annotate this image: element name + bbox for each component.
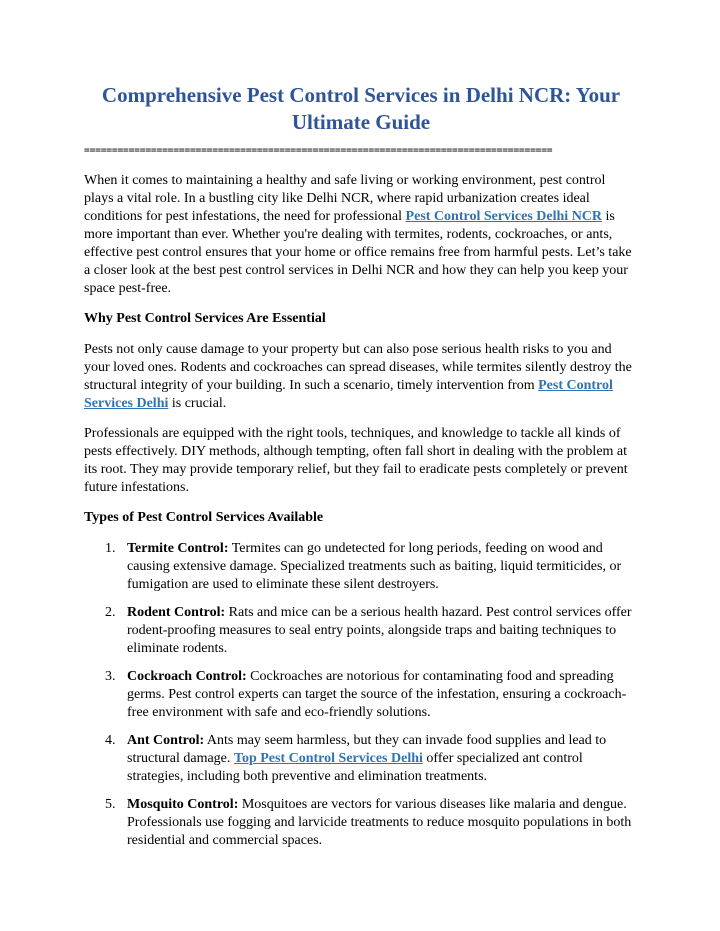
list-text: Cockroaches are notorious for contaminating food and spreading germs. Pest control experts can target the source of the infestation, ensuring a cockroach-free environment with safe and eco-friendly solutions. xyxy=(127,669,627,720)
list-text: Termites can go undetected for long periods, feeding on wood and causing extensive damage. Specialized treatments such as baiting, liquid termiticides, or fumigation are used to eliminate these silent destroyers. xyxy=(127,541,622,592)
intro-text-start: When it comes to maintaining a healthy and safe living or working environment, pest control plays a vital role. In a bustling city like Delhi NCR, where rapid urbanization creates ideal conditions for pest infestations, the need for professional xyxy=(84,173,606,224)
list-text-end: offer specialized ant control strategies, including both preventive and elimination treatments. xyxy=(127,751,583,784)
list-term: Termite Control: xyxy=(127,541,229,556)
why-paragraph-2: Professionals are equipped with the right tools, techniques, and knowledge to tackle all kinds of pests effectively. DIY methods, although tempting, often fall short in dealing with the problem at its root. They may provide temporary relief, but they fail to eradicate pests completely or prevent future infestations. xyxy=(84,426,628,495)
page-title: Comprehensive Pest Control Services in Delhi NCR: Your Ultimate Guide xyxy=(101,83,621,134)
list-item-ant xyxy=(84,732,638,786)
list-term: Rodent Control: xyxy=(127,605,226,620)
separator-line: ==================================================================================== xyxy=(84,145,553,156)
list-number: 3. xyxy=(105,669,116,684)
top-pest-control-delhi-link[interactable]: Top Pest Control Services Delhi xyxy=(233,751,423,766)
why-text-end: is crucial. xyxy=(168,396,227,411)
list-item-rodent xyxy=(84,604,638,658)
why-paragraph-1 xyxy=(84,341,638,413)
list-item-termite xyxy=(84,540,638,594)
list-text: Mosquitoes are vectors for various diseases like malaria and dengue. Professionals use fogging and larvicide treatments to reduce mosquito populations in both residential and commercial spaces. xyxy=(127,797,632,848)
intro-paragraph xyxy=(84,172,638,298)
list-text-start: Ants may seem harmless, but they can invade food supplies and lead to structural damage. xyxy=(127,733,607,766)
why-text-start: Pests not only cause damage to your property but can also pose serious health risks to you and your loved ones. Rodents and cockroaches can spread diseases, while termites silently destroy the structural integrity of your building. In such a scenario, timely intervention from xyxy=(84,342,632,393)
why-heading: Why Pest Control Services Are Essential xyxy=(84,311,326,326)
list-item-mosquito xyxy=(84,796,638,850)
list-item-cockroach xyxy=(84,668,638,722)
list-number: 1. xyxy=(105,541,116,556)
types-heading: Types of Pest Control Services Available xyxy=(84,510,324,525)
list-text: Rats and mice can be a serious health hazard. Pest control services offer rodent-proofing measures to seal entry points, alongside traps and baiting techniques to eliminate rodents. xyxy=(127,605,632,656)
pest-control-delhi-link[interactable]: Pest Control Services Delhi xyxy=(84,378,613,411)
intro-text-end: is more important than ever. Whether you're dealing with termites, rodents, cockroaches, or ants, effective pest control ensures that your home or office remains free from harmful pests. Let’s take a closer look at the best pest control services in Delhi NCR and how they can help you keep your space pest-free. xyxy=(84,209,632,296)
list-number: 4. xyxy=(105,733,116,748)
list-term: Mosquito Control: xyxy=(127,797,239,812)
pest-control-delhi-ncr-link[interactable]: Pest Control Services Delhi NCR xyxy=(405,209,603,224)
list-number: 2. xyxy=(105,605,116,620)
list-term: Ant Control: xyxy=(127,733,205,748)
services-list xyxy=(84,540,638,850)
list-term: Cockroach Control: xyxy=(127,669,247,684)
list-number: 5. xyxy=(105,797,116,812)
